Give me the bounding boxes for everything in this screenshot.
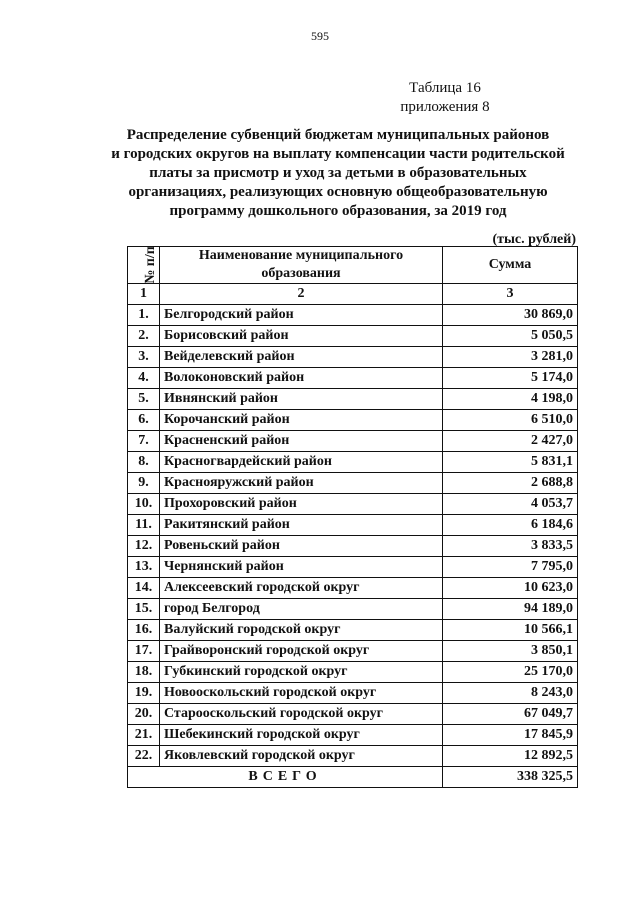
table-row (128, 746, 578, 767)
row-number: 19. (128, 683, 160, 704)
subvention-amount: 3 281,0 (443, 347, 578, 368)
appendix-table-label: Таблица 16 (409, 80, 481, 96)
subvention-amount: 4 198,0 (443, 389, 578, 410)
municipality-name: Краснояружский район (160, 473, 443, 494)
subvention-amount: 5 050,5 (443, 326, 578, 347)
subventions-table (127, 246, 578, 788)
table-row (128, 683, 578, 704)
row-number: 17. (128, 641, 160, 662)
row-number: 9. (128, 473, 160, 494)
row-number: 5. (128, 389, 160, 410)
column-index: 3 (443, 284, 578, 305)
municipality-name: Прохоровский район (160, 494, 443, 515)
row-number: 20. (128, 704, 160, 725)
row-number: 21. (128, 725, 160, 746)
subvention-amount: 2 688,8 (443, 473, 578, 494)
table-row (128, 599, 578, 620)
table-row (128, 578, 578, 599)
subvention-amount: 30 869,0 (443, 305, 578, 326)
municipality-name: Красногвардейский район (160, 452, 443, 473)
municipality-name: Шебекинский городской округ (160, 725, 443, 746)
municipality-name: Яковлевский городской округ (160, 746, 443, 767)
table-row (128, 431, 578, 452)
title-line: и городских округов на выплату компенсации части родительской (111, 146, 565, 162)
column-index: 2 (160, 284, 443, 305)
row-number: 6. (128, 410, 160, 431)
subvention-amount: 3 833,5 (443, 536, 578, 557)
column-index-row (128, 284, 578, 305)
row-number: 12. (128, 536, 160, 557)
table-row (128, 662, 578, 683)
subvention-amount: 12 892,5 (443, 746, 578, 767)
municipality-name: Ракитянский район (160, 515, 443, 536)
row-number: 14. (128, 578, 160, 599)
table-row (128, 641, 578, 662)
row-number: 4. (128, 368, 160, 389)
table-row (128, 620, 578, 641)
units-label: (тыс. рублей) (492, 232, 576, 247)
subvention-amount: 7 795,0 (443, 557, 578, 578)
appendix-annex-label: приложения 8 (400, 99, 490, 115)
municipality-name: Новооскольский городской округ (160, 683, 443, 704)
subvention-amount: 67 049,7 (443, 704, 578, 725)
table-row (128, 452, 578, 473)
table-row (128, 347, 578, 368)
title-line: Распределение субвенций бюджетам муниципальных районов (126, 127, 550, 143)
header-name-line: Наименование муниципального (198, 248, 404, 263)
column-index: 1 (128, 284, 160, 305)
title-line: платы за присмотр и уход за детьми в образовательных (149, 165, 527, 181)
table-row (128, 515, 578, 536)
table-row (128, 557, 578, 578)
row-number: 22. (128, 746, 160, 767)
row-number: 16. (128, 620, 160, 641)
municipality-name: Борисовский район (160, 326, 443, 347)
table-body (128, 305, 578, 767)
subvention-amount: 17 845,9 (443, 725, 578, 746)
subvention-amount: 2 427,0 (443, 431, 578, 452)
table-row (128, 368, 578, 389)
table-row (128, 494, 578, 515)
header-num-label: № п/п (142, 246, 158, 284)
header-num (128, 247, 160, 284)
page-number: 595 (311, 29, 329, 43)
subvention-amount: 6 184,6 (443, 515, 578, 536)
municipality-name: Белгородский район (160, 305, 443, 326)
table-row (128, 410, 578, 431)
row-number: 1. (128, 305, 160, 326)
header-name-line: образования (261, 266, 341, 281)
municipality-name: Чернянский район (160, 557, 443, 578)
subvention-amount: 10 566,1 (443, 620, 578, 641)
subvention-amount: 25 170,0 (443, 662, 578, 683)
table-header-row (128, 247, 578, 284)
municipality-name: Алексеевский городской округ (160, 578, 443, 599)
municipality-name: Красненский район (160, 431, 443, 452)
total-label: ВСЕГО (128, 767, 443, 788)
row-number: 18. (128, 662, 160, 683)
row-number: 11. (128, 515, 160, 536)
appendix-reference (380, 79, 510, 117)
row-number: 8. (128, 452, 160, 473)
municipality-name: город Белгород (160, 599, 443, 620)
subvention-amount: 5 831,1 (443, 452, 578, 473)
municipality-name: Губкинский городской округ (160, 662, 443, 683)
municipality-name: Корочанский район (160, 410, 443, 431)
header-name (160, 247, 443, 284)
municipality-name: Волоконовский район (160, 368, 443, 389)
subvention-amount: 5 174,0 (443, 368, 578, 389)
subvention-amount: 8 243,0 (443, 683, 578, 704)
table-row (128, 326, 578, 347)
document-title (100, 126, 576, 221)
subvention-amount: 94 189,0 (443, 599, 578, 620)
subvention-amount: 6 510,0 (443, 410, 578, 431)
municipality-name: Старооскольский городской округ (160, 704, 443, 725)
municipality-name: Ивнянский район (160, 389, 443, 410)
row-number: 13. (128, 557, 160, 578)
title-line: программу дошкольного образования, за 2019 год (169, 203, 507, 219)
municipality-name: Вейделевский район (160, 347, 443, 368)
row-number: 3. (128, 347, 160, 368)
subvention-amount: 3 850,1 (443, 641, 578, 662)
table-row (128, 536, 578, 557)
row-number: 7. (128, 431, 160, 452)
total-sum: 338 325,5 (443, 767, 578, 788)
row-number: 15. (128, 599, 160, 620)
table-row (128, 305, 578, 326)
table-row (128, 473, 578, 494)
table-row (128, 725, 578, 746)
table-row (128, 389, 578, 410)
title-line: организациях, реализующих основную общеобразовательную (128, 184, 548, 200)
subvention-amount: 4 053,7 (443, 494, 578, 515)
row-number: 10. (128, 494, 160, 515)
table-row (128, 704, 578, 725)
municipality-name: Ровеньский район (160, 536, 443, 557)
total-row (128, 767, 578, 788)
header-sum: Сумма (443, 247, 578, 284)
municipality-name: Валуйский городской округ (160, 620, 443, 641)
subvention-amount: 10 623,0 (443, 578, 578, 599)
row-number: 2. (128, 326, 160, 347)
municipality-name: Грайворонский городской округ (160, 641, 443, 662)
